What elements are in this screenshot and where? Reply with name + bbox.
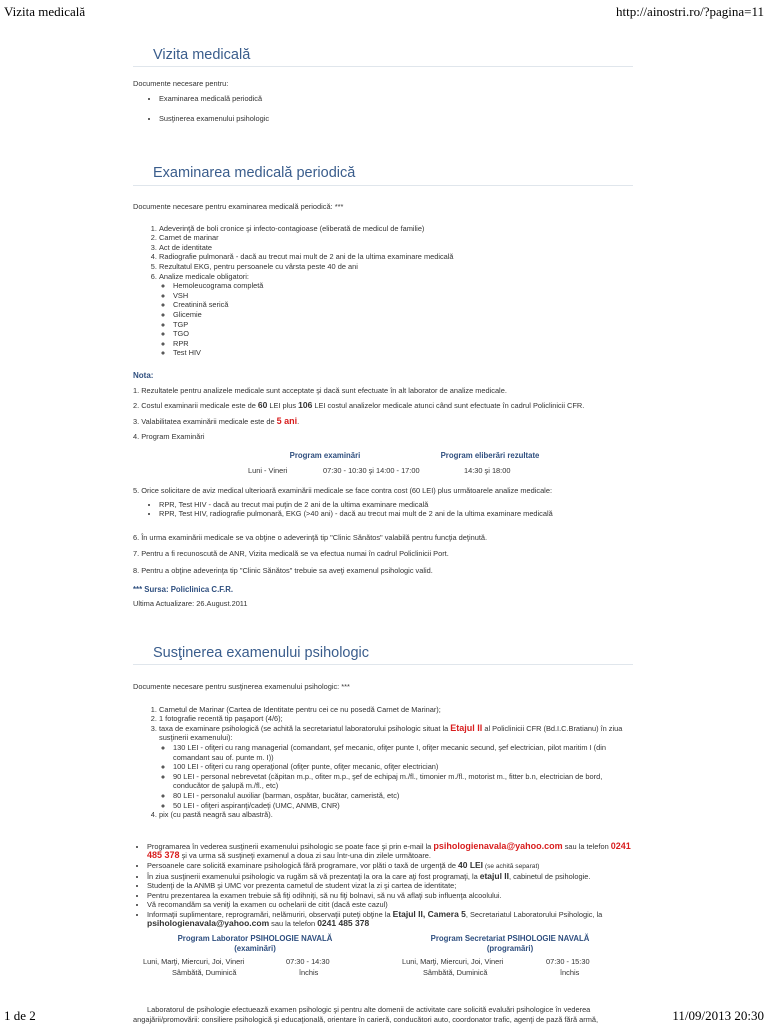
list-item: ◦ 130 LEI - ofiţeri cu rang managerial (comandant, şef mecanic, ofiţer punte I, ofiţer mecanic secund, şef electrician, pilot maritim I (din comandant sau of. punte m. I)) xyxy=(173,743,633,762)
source-text: *** Sursa: Policlinica C.F.R. xyxy=(133,584,234,594)
lab-time-2: închis xyxy=(299,968,319,977)
list-item: • Pentru prezentarea la examen trebuie să fiţi odihniţi, să nu fiţi bolnavi, să nu vă aflaţi sub influenţa alcoolului. xyxy=(147,891,633,901)
print-footer-datetime: 11/09/2013 20:30 xyxy=(672,1008,764,1023)
fees-list xyxy=(159,743,633,810)
analyses-list xyxy=(159,281,633,358)
sec-time-1: 07:30 - 15:30 xyxy=(546,957,590,966)
schedule-header-exams: Program examinări xyxy=(289,451,361,460)
section-examinare-body xyxy=(133,202,633,442)
list-item: 4. pix (cu pastă neagră sau albastră). xyxy=(159,810,633,820)
list-item: • Persoanele care solicită examinare psihologică fără programare, vor plăti o taxă de urgenţă de 40 LEI (se achită separat) xyxy=(147,861,633,872)
intro-text: Documente necesare pentru: xyxy=(133,79,229,88)
print-header-url: http://ainostri.ro/?pagina=11 xyxy=(615,4,764,19)
divider xyxy=(133,185,633,186)
phone-number: 0241 485 378 xyxy=(147,840,631,861)
print-header-title: Vizita medicală xyxy=(4,4,86,19)
note-7: 7. Pentru a fi recunoscută de ANR, Vizita medicală se va efectua numai în cadrul Policlinicii Port. xyxy=(133,549,449,559)
intro-text: Documente necesare pentru susţinerea examenului psihologic: *** xyxy=(133,682,350,691)
note-6: 6. În urma examinării medicale se va obţine o adeverinţă tip "Clinic Sănătos" valabilă pentru funcţia deţinută. xyxy=(133,532,488,542)
list-item: ◦ VSH xyxy=(173,291,633,301)
secretariat-schedule-header: Program Secretariat PSIHOLOGIE NAVALĂ (programări) xyxy=(430,934,590,953)
note-4: 4. Program Examinări xyxy=(133,432,205,442)
list-item: • RPR, Test HIV, radiografie pulmonară, EKG (>40 ani) - dacă au trecut mai mult de 2 ani de la ultima examinare medicală xyxy=(159,509,633,519)
schedule-result-hours: 14:30 şi 18:00 xyxy=(464,466,511,475)
section-psihologic-body xyxy=(133,682,633,929)
list-item-label: Analize medicale obligatori: xyxy=(159,271,249,281)
list-item: • Informaţii suplimentare, reprogramări, nelămuriri, observaţii puteţi obţine la Etajul II, Camera 5, Secretariatul Laboratorului Psihologic, la psihologienavala@yahoo.com sau la telefon 0241 485 378 xyxy=(147,910,633,929)
list-item: ◦ 50 LEI - ofiţeri aspiranţi/cadeţi (UMC, ANMB, CNR) xyxy=(173,801,633,811)
note-8: 8. Pentru a obţine adeverinţa tip "Clinic Sănătos" trebuie sa aveţi examenul psihologic valid. xyxy=(133,565,433,575)
print-footer-page: 1 de 2 xyxy=(4,1008,36,1023)
list-item: ◦ Creatinină serică xyxy=(173,300,633,310)
intro-text: Documente necesare pentru examinarea medicală periodică: *** xyxy=(133,202,344,211)
note-1: 1. Rezultatele pentru analizele medicale sunt acceptate şi dacă sunt efectuate în alt laborator de analize medicale. xyxy=(133,385,507,395)
section-title-examinare: Examinarea medicală periodică xyxy=(153,165,356,181)
schedule-header-results: Program eliberări rezultate xyxy=(440,451,540,460)
list-item: ◦ TGP xyxy=(173,320,633,330)
schedule-exam-hours: 07:30 - 10:30 şi 14:00 - 17:00 xyxy=(323,466,420,475)
list-item: ◦ 100 LEI - ofiţeri cu rang operaţional (ofiţer punte, ofiţer mecanic, ofiţer electrician) xyxy=(173,762,633,772)
email-link[interactable]: psihologienavala@yahoo.com xyxy=(147,918,270,929)
list-item: 1. Carnetul de Marinar (Cartea de Identitate pentru cei ce nu posedă Carnet de Marinar); xyxy=(159,705,633,715)
note-3: 3. Valabilitatea examinării medicale este de 5 ani. xyxy=(133,415,300,426)
section-examinare-notes xyxy=(133,486,633,609)
list-item: 2. Carnet de marinar xyxy=(159,233,633,243)
sec-day-1: Luni, Marţi, Miercuri, Joi, Vineri xyxy=(402,957,504,966)
required-documents-list xyxy=(133,705,633,820)
email-link[interactable]: psihologienavala@yahoo.com xyxy=(433,840,563,851)
list-item: • Vă recomandăm sa veniţi la examen cu ochelarii de citit (dacă este cazul) xyxy=(147,900,633,910)
required-documents-list xyxy=(133,224,633,358)
list-item: ◦ Glicemie xyxy=(173,310,633,320)
sec-time-2: închis xyxy=(560,968,580,977)
divider xyxy=(133,664,633,665)
list-item: • În ziua susţinerii examenului psihologic va rugăm să vă prezentaţi la ora la care aţi fost programaţi, la etajul II, cabinetul de psihologie. xyxy=(147,872,633,882)
note-5: 5. Orice solicitare de aviz medical ulterioară examinării medicale se face contra cost (60 LEI) plus următoarele analize medicale: xyxy=(133,486,552,495)
list-item: ◦ Hemoleucograma completă xyxy=(173,281,633,291)
lab-schedule-header: Program Laborator PSIHOLOGIE NAVALĂ (examinări) xyxy=(177,934,333,953)
info-list xyxy=(133,842,633,929)
lab-time-1: 07:30 - 14:30 xyxy=(286,957,330,966)
list-item: 5. Rezultatul EKG, pentru persoanele cu vârsta peste 40 de ani xyxy=(159,262,633,272)
list-item: 1. Adeverinţă de boli cronice şi infecto-contagioase (eliberată de medicul de familie) xyxy=(159,224,633,234)
section-title-psihologic: Susţinerea examenului psihologic xyxy=(153,645,370,661)
list-item: ◦ 80 LEI - personalul auxiliar (barman, ospătar, bucătar, cameristă, etc) xyxy=(173,791,633,801)
list-item: 2. 1 fotografie recentă tip paşaport (4/6); xyxy=(159,714,633,724)
divider xyxy=(133,66,633,67)
documents-list xyxy=(133,94,633,124)
list-item: 3. Act de identitate xyxy=(159,243,633,253)
list-item: • Programarea în vederea susţinerii examenului psihologic se poate face şi prin e-mail la psihologienavala@yahoo.com sau la telefon 0241 485 378 şi va urma să susţineţi examenul a doua zi sau într-una din zilele următoare. xyxy=(147,842,633,861)
note-5-list xyxy=(133,500,633,519)
section-vizita-body xyxy=(133,79,633,124)
lab-day-2: Sâmbătă, Duminică xyxy=(172,968,237,977)
list-item: ◦ RPR xyxy=(173,339,633,349)
link-examen-psihologic[interactable]: • Susţinerea examenului psihologic xyxy=(159,114,633,124)
footer-paragraph: Laboratorul de psihologie efectuează examen psihologic şi pentru alte domenii de activitate care solicită evaluări psihologice în vederea angajării/promovării: consiliere psihologică şi educaţională, orientare în carieră, conducători auto, coordonator trafic, agenţi de pază fără armă, xyxy=(133,1005,599,1024)
schedule-day: Luni - Vineri xyxy=(248,466,288,475)
list-item: ◦ Test HIV xyxy=(173,348,633,358)
note-2: 2. Costul examinarii medicale este de 60 LEI plus 106 LEI costul analizelor medicale atunci când sunt efectuate în cadrul Policlinicii CFR. xyxy=(133,400,585,411)
phone-number: 0241 485 378 xyxy=(317,918,370,929)
nota-label: Nota: xyxy=(133,370,154,380)
last-updated: Ultima Actualizare: 26.August.2011 xyxy=(133,599,248,609)
list-item xyxy=(159,272,633,358)
link-examinare[interactable]: • Examinarea medicală periodică xyxy=(159,94,633,104)
list-item: • RPR, Test HIV - dacă au trecut mai puţin de 2 ani de la ultima examinare medicală xyxy=(159,500,633,510)
lab-day-1: Luni, Marţi, Miercuri, Joi, Vineri xyxy=(143,957,245,966)
list-item: 4. Radiografie pulmonară - dacă au trecut mai mult de 2 ani de la ultima examinare medicală xyxy=(159,252,633,262)
list-item: ◦ TGO xyxy=(173,329,633,339)
list-item: ◦ 90 LEI - personal nebrevetat (căpitan m.p., ofiter m.p., şef de echipaj m./fl., timonier m./fl., motorist m., fitter b.n, electrician de bord, conducător de şalupă m./fl., etc) xyxy=(173,772,633,791)
list-item: • Studenţi de la ANMB şi UMC vor prezenta carnetul de student vizat la zi şi cartea de identitate; xyxy=(147,881,633,891)
sec-day-2: Sâmbătă, Duminică xyxy=(423,968,488,977)
list-item: 3. taxa de examinare psihologică (se achită la secretariatul laboratorului psihologic situat la Etajul II al Policlinicii CFR (Bd.I.C.Bratianu) în ziua susţinerii examenului): ◦ 130 LEI - ofiţeri cu rang managerial (comandant, şef mecanic, ofiţer punte I, ofiţer mecanic secund, şef electrician, pilot maritim I (din comandant sau of. punte m. I)) ◦ 100 LEI - ofiţeri cu rang operaţional (ofiţer punte, ofiţer mecanic, ofiţer electrician) ◦ 90 LEI - personal nebrevetat (căpitan m.p., ofiter m.p., şef de echipaj m./fl., timonier m./fl., motorist m., fitter b.n, electrician de bord, conducător de şalupă m./fl., etc) ◦ 80 LEI - personalul auxiliar (barman, ospătar, bucătar, cameristă, etc) ◦ 50 LEI - ofiţeri aspiranţi/cadeţi (UMC, ANMB, CNR) xyxy=(159,724,633,810)
section-title-vizita: Vizita medicală xyxy=(153,47,251,63)
